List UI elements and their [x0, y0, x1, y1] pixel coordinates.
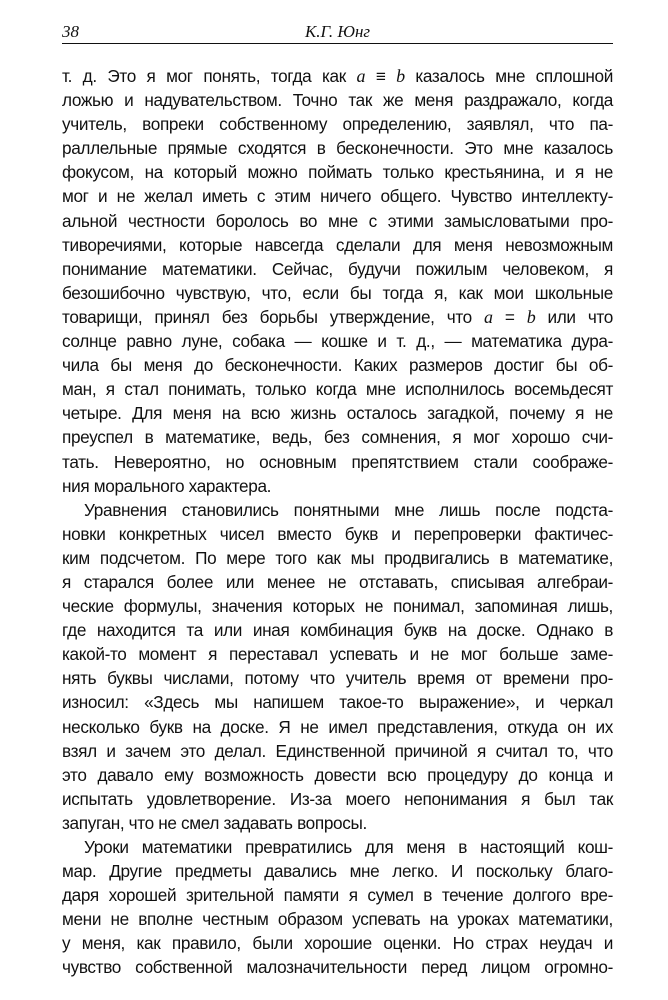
text-line: у меня, как правило, были хорошие оценки. Но страх неудач и — [62, 933, 613, 954]
text-line: ложью и надувательством. Точно так же меня раздражало, когда — [62, 90, 613, 111]
text-line: ческие формулы, значения которых не понимал, запоминая лишь, — [62, 596, 613, 617]
text-line: я старался более или менее не отставать, списывая алгебраи- — [62, 571, 613, 592]
text-line: мар. Другие предметы давались мне легко. И поскольку благо- — [62, 861, 613, 882]
text-line: Уроки математики превратились для меня в настоящий кош- — [84, 837, 613, 857]
text-line: это давало ему возможность довести всю процедуру до конца и — [62, 764, 613, 785]
text-line: безошибочно чувствую, что, если бы тогда я, как мои школьные — [62, 282, 613, 303]
text-line: тиворечиями, которые навсегда сделали для меня невозможным — [62, 234, 613, 255]
math-variable: b — [526, 306, 536, 327]
running-title: К.Г. Юнг — [304, 22, 371, 41]
text-line: раллельные прямые сходятся в бесконечности. Это мне казалось — [62, 138, 613, 159]
body-text — [62, 64, 613, 980]
text-line: Уравнения становились понятными мне лишь после подста- — [84, 499, 613, 520]
math-variable: a — [356, 66, 366, 86]
text-line: запуган, что не смел задавать вопросы. — [62, 812, 367, 833]
text-line: учитель, вопреки собственному определению, заявлял, что па- — [62, 114, 613, 135]
text-line: фокусом, на который можно поймать только крестьянина, и я не — [62, 162, 613, 183]
text-line: какой-то момент я переставал успевать и не мог больше заме- — [62, 644, 613, 665]
math-variable: a — [484, 306, 493, 327]
math-variable: b — [396, 66, 405, 86]
text-line: понимание математики. Сейчас, будучи пожилым человеком, я — [62, 258, 613, 279]
page-number: 38 — [62, 22, 79, 41]
text-line: испытать удовлетворение. Из-за моего непонимания я был так — [62, 788, 613, 809]
text-line: ман, я стал понимать, только когда мне исполнилось восемьдесят — [62, 379, 613, 400]
text-line: альной честности боролось во мне с этими замысловатыми про- — [62, 210, 613, 231]
text-line: несколько букв на доске. Я не имел представления, откуда он их — [62, 716, 613, 737]
text-line: чувство собственной малозначительности перед лицом огромно- — [62, 957, 613, 978]
text-line: преуспел в математике, ведь, без сомнения, я мог хорошо счи- — [62, 427, 613, 448]
text-line: т. д. Это я мог понять, тогда как a ≡ b казалось мне сплошной — [62, 66, 613, 86]
text-line: ния морального характера. — [62, 475, 272, 496]
text-line: четыре. Для меня на всю жизнь осталось загадкой, почему я не — [62, 403, 613, 424]
text-line: даря хорошей зрительной памяти я сумел в течение долгого вре- — [62, 885, 613, 906]
text-line: товарищи, принял без борьбы утверждение, что a = b или что — [62, 306, 613, 327]
text-line: взял и зачем это делал. Единственной причиной я считал то, что — [62, 740, 613, 761]
text-line: чила бы меня до бесконечности. Каких размеров достиг бы об- — [62, 355, 613, 376]
text-line: солнце равно луне, собака — кошке и т. д., — математика дура- — [62, 331, 613, 352]
text-line: мог и не желал иметь с этим ничего общего. Чувство интеллекту- — [62, 186, 613, 207]
text-line: тать. Невероятно, но основным препятствием стали соображе- — [62, 451, 613, 472]
text-line: износил: «Здесь мы напишем такое-то выражение», и черкал — [62, 692, 613, 713]
text-line: новки конкретных чисел вместо букв и перепроверки фактичес- — [62, 523, 613, 544]
page-header — [62, 22, 613, 44]
text-line: мени не вполне честным образом успевать на уроках математики, — [62, 909, 613, 930]
text-line: нять буквы числами, потому что учитель время от времени про- — [62, 668, 613, 689]
text-line: ким подсчетом. По мере того как мы продвигались в математике, — [62, 547, 613, 568]
text-line: где находится та или иная комбинация букв на доске. Однако в — [62, 620, 613, 641]
